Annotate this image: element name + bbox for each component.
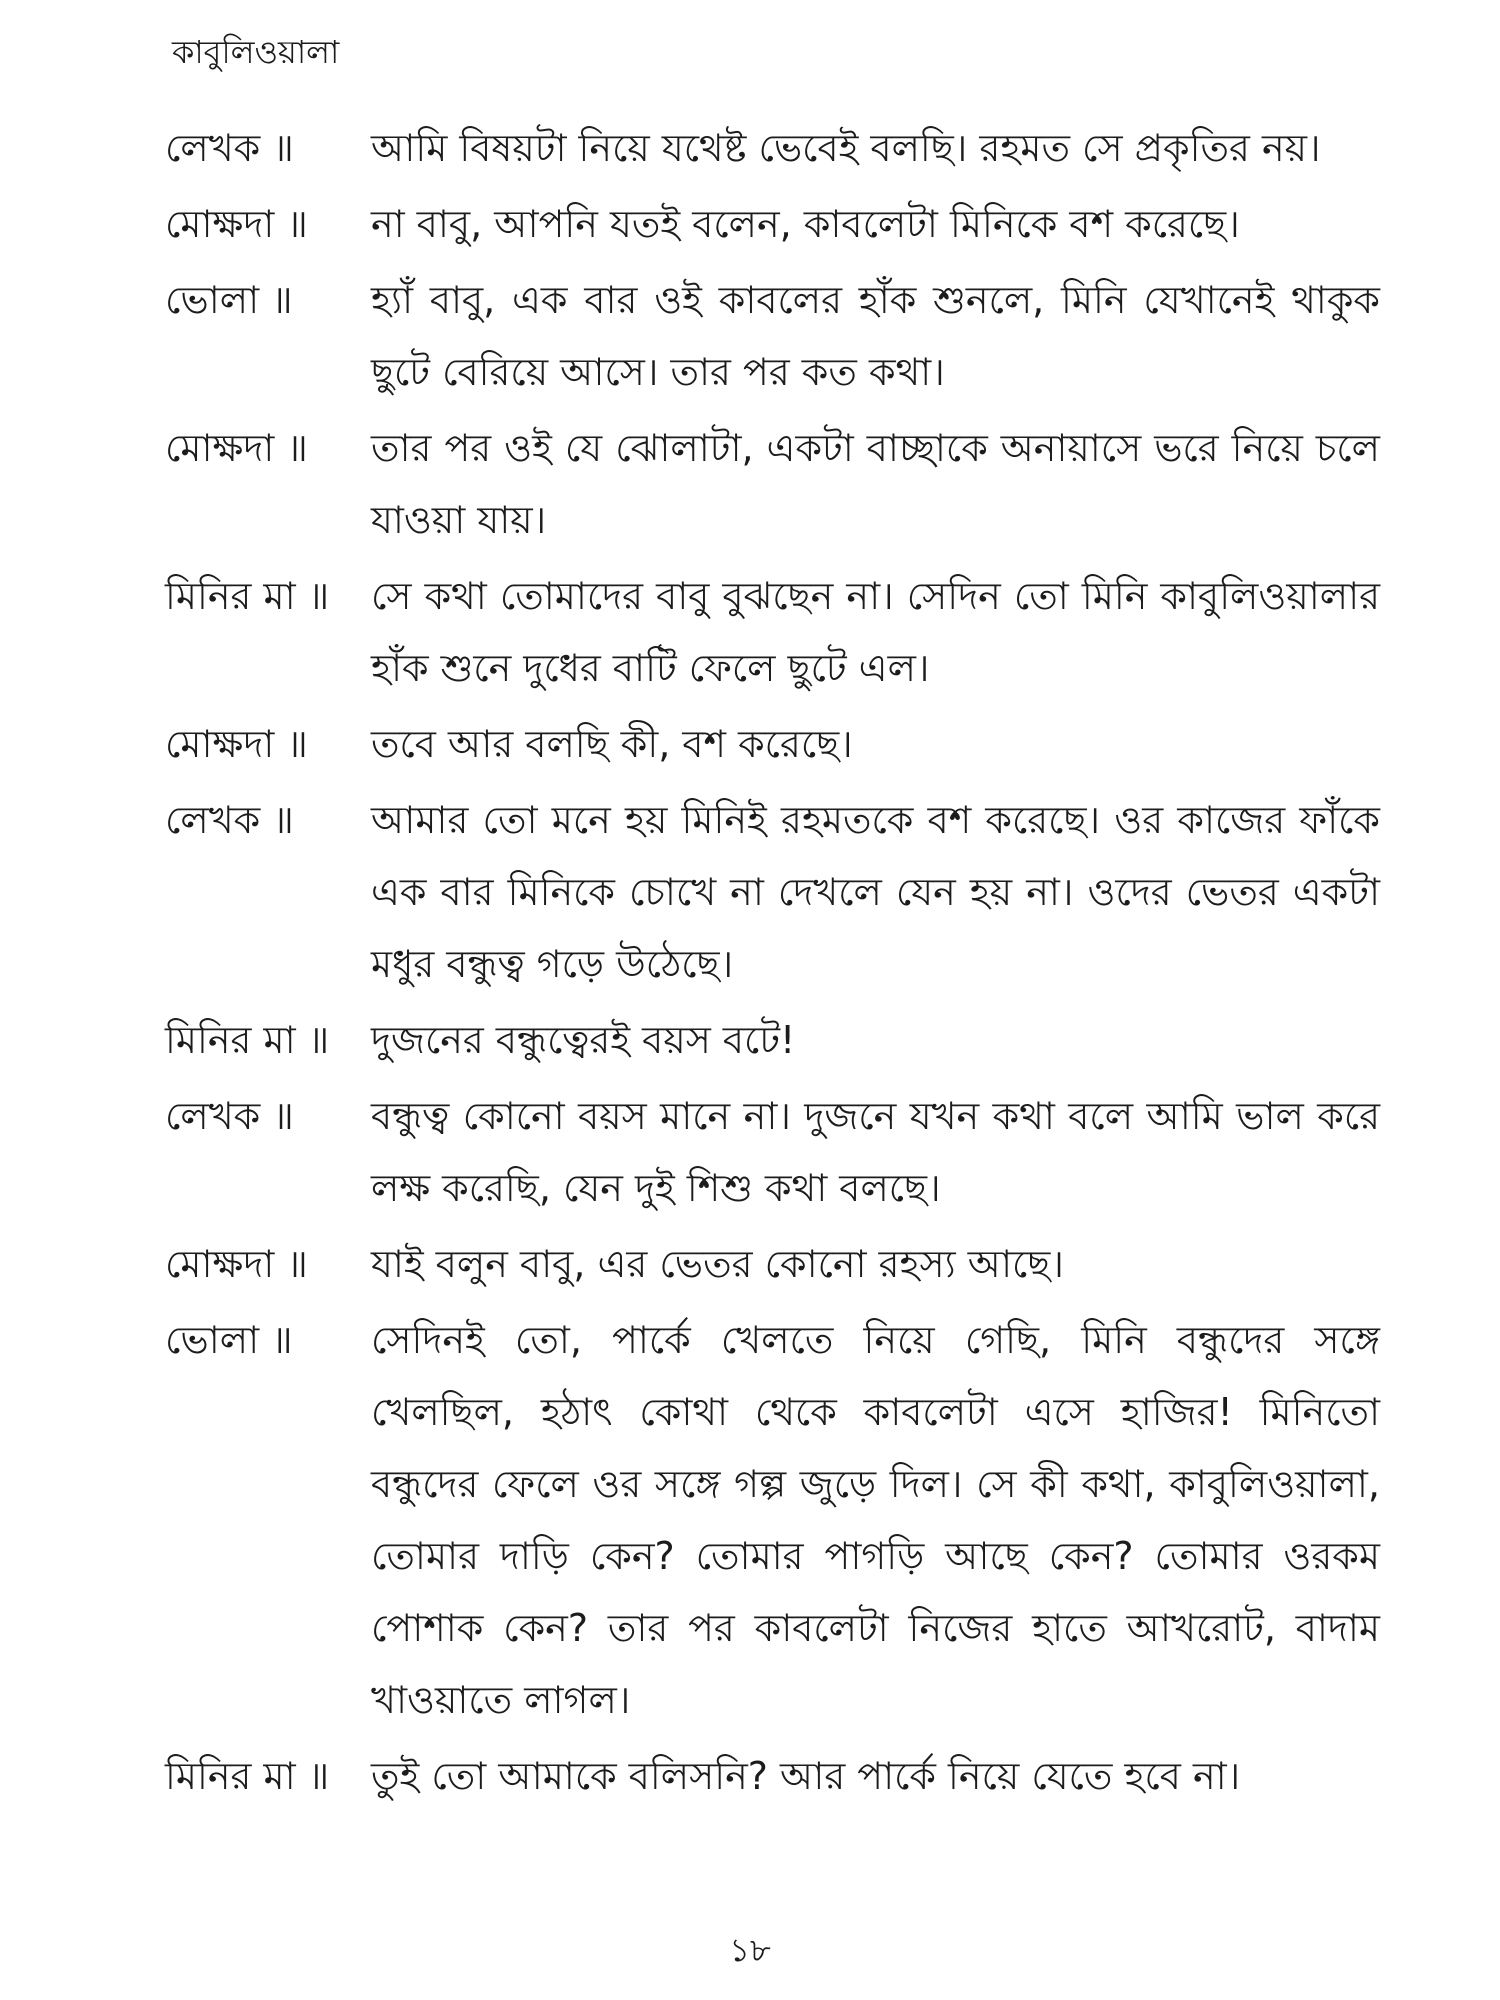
dialogue-text: তবে আর বলছি কী, বশ করেছে। [371, 722, 853, 766]
play-dialogue [165, 112, 1380, 1816]
speaker-name: মোক্ষদা ॥ [165, 722, 308, 766]
dialogue-turn [165, 188, 1380, 260]
dialogue-turn [165, 784, 1380, 1000]
speaker-name: মিনির মা ॥ [165, 574, 330, 618]
dialogue-turn [165, 412, 1380, 556]
dialogue-text: না বাবু, আপনি যতই বলেন, কাবলেটা মিনিকে বশ করেছে। [371, 202, 1240, 246]
dialogue-text: হ্যাঁ বাবু, এক বার ওই কাবলের হাঁক শুনলে, মিনি যেখানেই থাকুক ছুটে বেরিয়ে আসে। তার পর কত কথা। [371, 278, 1380, 394]
speaker-name: মোক্ষদা ॥ [165, 202, 308, 246]
speaker-name: লেখক ॥ [165, 798, 294, 842]
dialogue-text: সে কথা তোমাদের বাবু বুঝছেন না। সেদিন তো মিনি কাবুলিওয়ালার হাঁক শুনে দুধের বাটি ফেলে ছুটে এল। [371, 574, 1380, 690]
dialogue-turn [165, 112, 1380, 184]
dialogue-text: সেদিনই তো, পার্কে খেলতে নিয়ে গেছি, মিনি বন্ধুদের সঙ্গে খেলছিল, হঠাৎ কোথা থেকে কাবলেটা এসে হাজির! মিনিতো বন্ধুদের ফেলে ওর সঙ্গে গল্প জুড়ে দিল। সে কী কথা, কাবুলিওয়ালা, তোমার দাড়ি কেন? তোমার পাগড়ি আছে কেন? তোমার ওরকম পোশাক কেন? তার পর কাবলেটা নিজের হাতে আখরোট, বাদাম খাওয়াতে লাগল। [371, 1318, 1380, 1722]
dialogue-text: আমি বিষয়টা নিয়ে যথেষ্ট ভেবেই বলছি। রহমত সে প্রকৃতির নয়। [371, 126, 1321, 170]
page-number: ১৮ [729, 1931, 771, 1969]
running-header: কাবুলিওয়ালা [172, 33, 340, 71]
dialogue-turn [165, 1080, 1380, 1224]
dialogue-text: বন্ধুত্ব কোনো বয়স মানে না। দুজনে যখন কথা বলে আমি ভাল করে লক্ষ করেছি, যেন দুই শিশু কথা বলছে। [371, 1094, 1380, 1210]
speaker-name: ভোলা ॥ [165, 278, 293, 322]
dialogue-text: তার পর ওই যে ঝোলাটা, একটা বাচ্ছাকে অনায়াসে ভরে নিয়ে চলে যাওয়া যায়। [371, 426, 1380, 542]
dialogue-turn [165, 264, 1380, 408]
speaker-name: মোক্ষদা ॥ [165, 1242, 308, 1286]
speaker-name: লেখক ॥ [165, 126, 294, 170]
dialogue-turn [165, 1304, 1380, 1736]
dialogue-text: যাই বলুন বাবু, এর ভেতর কোনো রহস্য আছে। [371, 1242, 1064, 1286]
dialogue-turn [165, 708, 1380, 780]
dialogue-turn [165, 1228, 1380, 1300]
dialogue-text: দুজনের বন্ধুত্বেরই বয়স বটে! [371, 1018, 796, 1062]
speaker-name: ভোলা ॥ [165, 1318, 293, 1362]
dialogue-turn [165, 560, 1380, 704]
dialogue-text: তুই তো আমাকে বলিসনি? আর পার্কে নিয়ে যেতে হবে না। [371, 1754, 1241, 1798]
dialogue-text: আমার তো মনে হয় মিনিই রহমতকে বশ করেছে। ওর কাজের ফাঁকে এক বার মিনিকে চোখে না দেখলে যেন হয় না। ওদের ভেতর একটা মধুর বন্ধুত্ব গড়ে উঠেছে। [371, 798, 1380, 986]
speaker-name: লেখক ॥ [165, 1094, 294, 1138]
dialogue-turn [165, 1740, 1380, 1812]
speaker-name: মিনির মা ॥ [165, 1754, 330, 1798]
dialogue-turn [165, 1004, 1380, 1076]
speaker-name: মিনির মা ॥ [165, 1018, 330, 1062]
speaker-name: মোক্ষদা ॥ [165, 426, 308, 470]
